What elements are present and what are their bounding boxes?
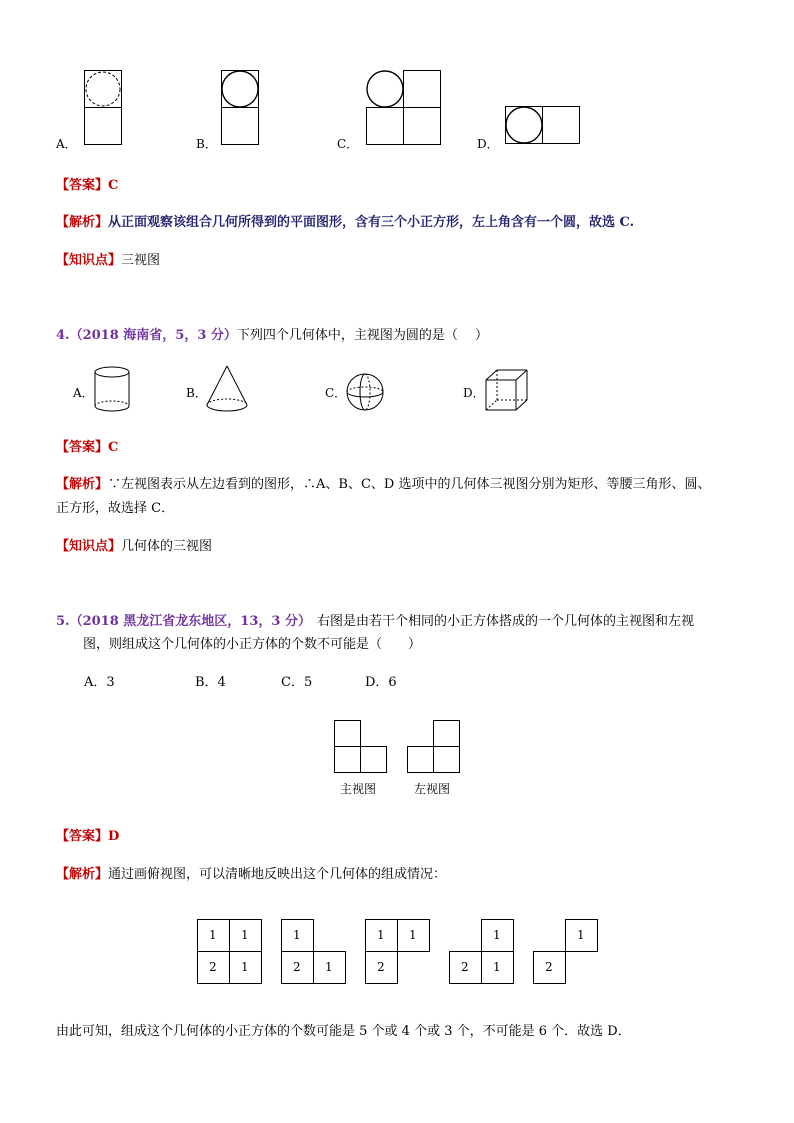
- left-view-figure: [407, 720, 463, 776]
- q4-stem: [56, 327, 488, 345]
- question-stem: 下列四个几何体中，主视图为圆的是（ ）: [236, 328, 489, 343]
- cell-count: 2: [377, 960, 385, 974]
- question-stem-line-2: 图，则组成这个几何体的小正方体的个数不可能是（ ）: [83, 637, 422, 652]
- top-view-1-grid: [197, 919, 263, 985]
- answer-value: C: [108, 440, 119, 455]
- analysis-tag: 【解析】: [56, 477, 109, 492]
- analysis-tag: 【解析】: [56, 867, 109, 882]
- q4-option-a-label: A．: [73, 386, 94, 400]
- cell-count: 1: [493, 960, 501, 974]
- q4-answer: [56, 439, 118, 457]
- cell-count: 1: [241, 960, 249, 974]
- cell-count: 1: [209, 928, 217, 942]
- q4-analysis: [56, 476, 710, 494]
- q5-answer: [56, 828, 119, 846]
- q3-option-b-figure: [221, 70, 261, 146]
- q5-conclusion: 由此可知，组成这个几何体的小正方体的个数可能是 5 个或 4 个或 3 个，不可能是 6 个．故选 D．: [56, 1024, 631, 1039]
- q5-option-d: D．6: [365, 675, 397, 690]
- cell-count: 1: [409, 928, 417, 942]
- knowledge-tag: 【知识点】: [56, 539, 122, 554]
- cell-count: 1: [377, 928, 385, 942]
- q3-analysis: [56, 214, 634, 232]
- q4-option-d-label: D．: [463, 386, 485, 400]
- left-view-label: 左视图: [414, 782, 451, 796]
- knowledge-tag: 【知识点】: [56, 253, 122, 268]
- answer-tag: 【答案】: [56, 829, 109, 844]
- cell-count: 2: [293, 960, 301, 974]
- question-source: （2018 海南省，5，3 分）: [69, 328, 237, 343]
- q3-knowledge: [56, 252, 160, 270]
- q3-option-c-figure: [366, 70, 444, 146]
- analysis-text: 通过画俯视图，可以清晰地反映出这个几何体的组成情况：: [108, 867, 447, 882]
- q5-stem: [56, 613, 694, 631]
- q4-option-c-label: C．: [325, 386, 347, 400]
- question-number: 4.: [56, 328, 70, 343]
- q3-option-d-figure: [505, 106, 583, 146]
- q3-option-c-label: C．: [337, 137, 359, 151]
- question-stem-line-1: 右图是由若干个相同的小正方体搭成的一个几何体的主视图和左视: [316, 614, 694, 629]
- q5-option-b: B．4: [195, 675, 226, 690]
- answer-tag: 【答案】: [56, 178, 109, 193]
- cell-count: 2: [461, 960, 469, 974]
- q5-analysis: [56, 866, 446, 884]
- q3-option-b-label: B．: [196, 137, 217, 151]
- question-source: （2018 黑龙江省龙东地区，13，3 分）: [69, 614, 311, 629]
- q3-option-d-label: D．: [477, 137, 499, 151]
- analysis-line-1: ∵左视图表示从左边看到的图形，∴A、B、C、D 选项中的几何体三视图分别为矩形、等腰三角形、圆、: [108, 477, 711, 492]
- q3-option-a-label: A．: [56, 137, 77, 151]
- sphere-icon: [346, 373, 386, 413]
- knowledge-text: 三视图: [121, 253, 161, 268]
- top-view-5-grid: [533, 919, 599, 985]
- front-view-label: 主视图: [340, 782, 377, 796]
- cell-count: 1: [493, 928, 501, 942]
- cone-icon: [205, 365, 251, 415]
- answer-value: C: [108, 178, 119, 193]
- cell-count: 1: [293, 928, 301, 942]
- cell-count: 2: [545, 960, 553, 974]
- front-view-figure: [334, 720, 390, 776]
- q5-option-a: A．3: [84, 675, 115, 690]
- analysis-tag: 【解析】: [56, 215, 109, 230]
- q4-option-b-label: B．: [186, 386, 207, 400]
- cell-count: 1: [577, 928, 585, 942]
- cell-count: 1: [241, 928, 249, 942]
- cell-count: 1: [325, 960, 333, 974]
- cube-icon: [485, 369, 531, 413]
- q3-answer: [56, 177, 118, 195]
- answer-tag: 【答案】: [56, 440, 109, 455]
- cylinder-icon: [93, 366, 133, 414]
- q4-knowledge: [56, 538, 212, 556]
- answer-value: D: [108, 829, 120, 844]
- top-view-4-grid: [449, 919, 515, 985]
- cell-count: 2: [209, 960, 217, 974]
- analysis-text: 从正面观察该组合几何所得到的平面图形，含有三个小正方形，左上角含有一个圆，故选 C.: [108, 215, 635, 230]
- q5-option-c: C．5: [281, 675, 313, 690]
- knowledge-text: 几何体的三视图: [121, 539, 213, 554]
- q4-analysis-line-2: 正方形，故选择 C．: [56, 501, 175, 516]
- q3-option-a-figure: [84, 70, 124, 146]
- top-view-2-grid: [281, 919, 347, 985]
- top-view-3-grid: [365, 919, 431, 985]
- question-number: 5.: [56, 614, 70, 629]
